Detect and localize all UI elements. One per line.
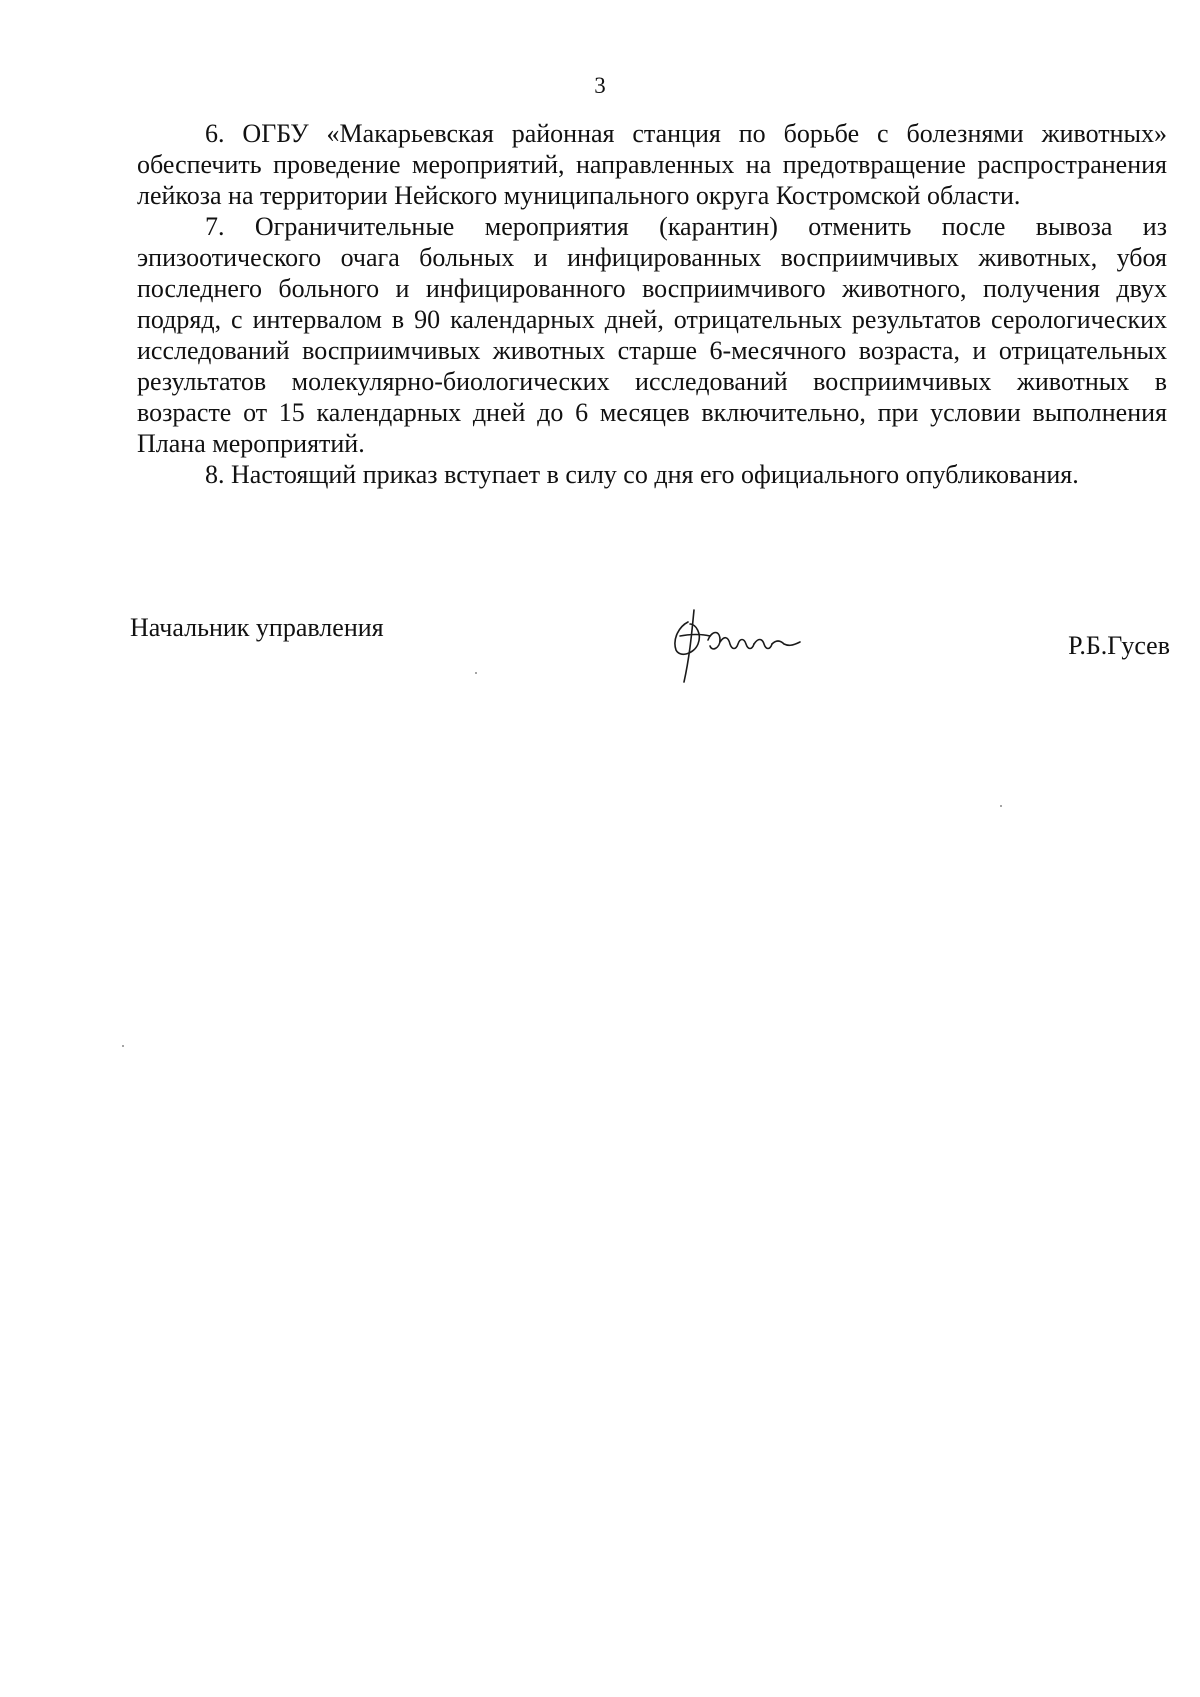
paragraph-6: 6. ОГБУ «Макарьевская районная станция по борьбе с болезнями животных» обеспечить проведение мероприятий, направленных на предотвращение распространения лейкоза на территории Нейского муниципального округа Костромской области. [137,119,1167,210]
scan-speck [122,1045,124,1047]
page-number: 3 [594,73,606,98]
document-body [137,118,1167,490]
signatory-title: Начальник управления [130,613,384,642]
paragraph-7: 7. Ограничительные мероприятия (карантин) отменить после вывоза из эпизоотического очага больных и инфицированных восприимчивых животных, убоя последнего больного и инфицированного восприимчивого животного, получения двух подряд, с интервалом в 90 календарных дней, отрицательных результатов серологических исследований восприимчивых животных старше 6-месячного возраста, и отрицательных результатов молекулярно-биологических исследований восприимчивых животных в возрасте от 15 календарных дней до 6 месяцев включительно, при условии выполнения Плана мероприятий. [137,212,1167,458]
signature-block [130,600,1170,690]
handwritten-signature-icon [650,600,830,690]
signatory-name: Р.Б.Гусев [1068,631,1170,660]
paragraph-8: 8. Настоящий приказ вступает в силу со дня его официального опубликования. [205,460,1079,489]
scan-speck [475,672,477,674]
scan-speck [1000,805,1002,807]
